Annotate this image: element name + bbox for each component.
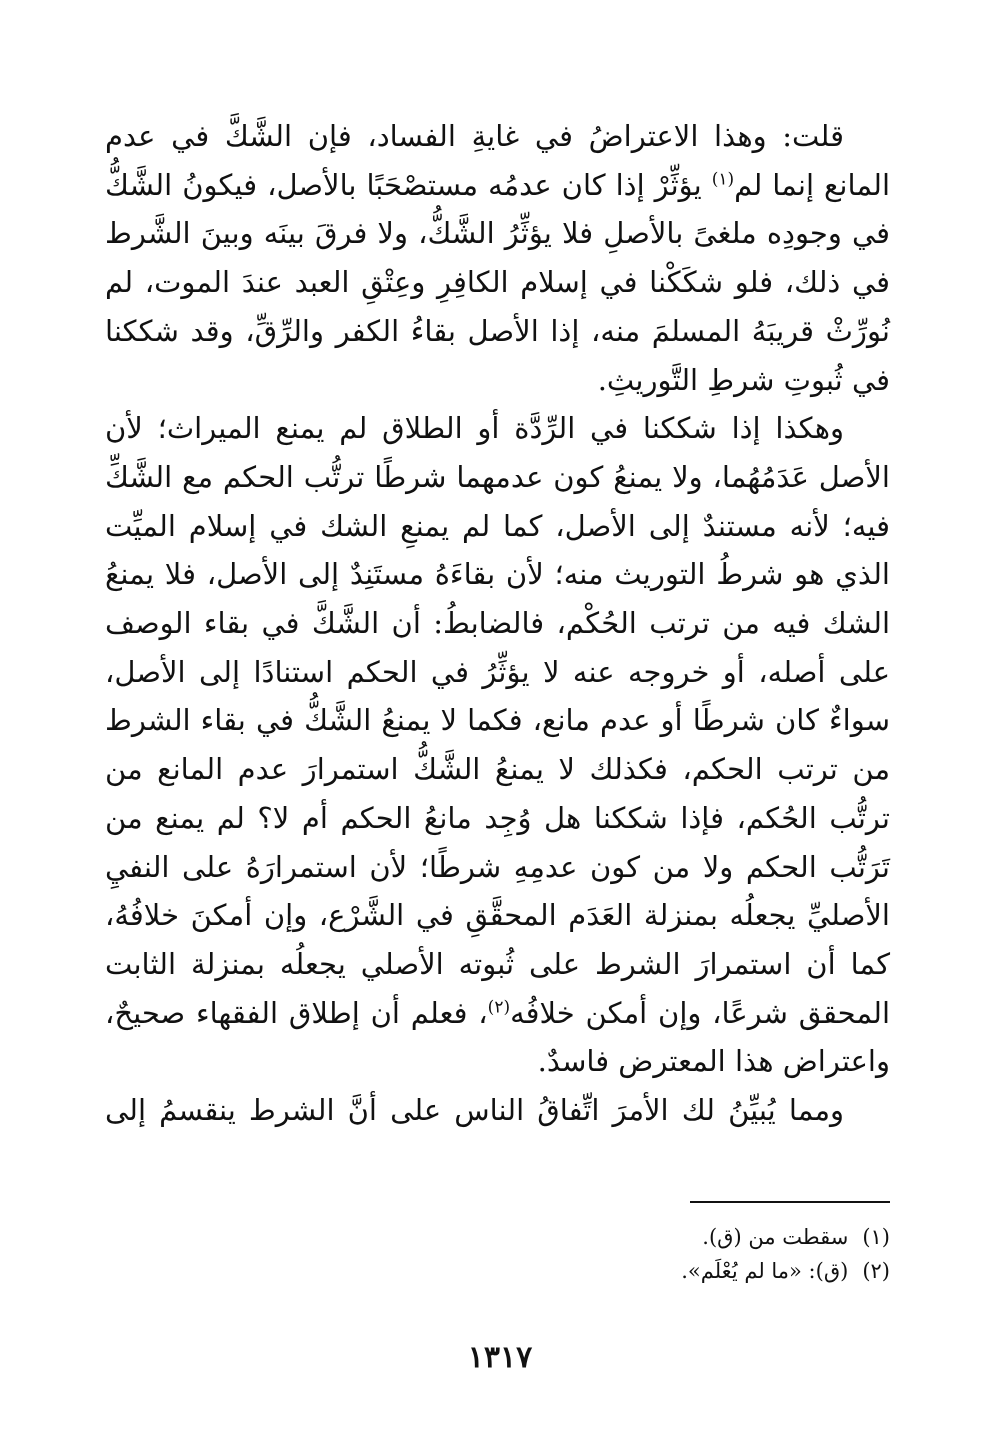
paragraph-2-text-a: وهكذا إذا شككنا في الرِّدَّة أو الطلاق لم يمنع الميراث؛ لأن الأصل عَدَمُهُما، ولا يمنعُ كون عدمهما شرطًا ترتُّب الحكم مع الشَّكِّ فيه؛ لأنه مستندٌ إلى الأصل، كما لم يمنعِ الشك في إسلام الميِّت الذي هو شرطُ التوريث منه؛ لأن بقاءَهُ مستَنِدٌ إلى الأصل، فلا يمنعُ الشك فيه من ترتب الحُكْم، فالضابطُ: أن الشَّكَّ في بقاء الوصف على أصله، أو خروجه عنه لا يؤثِّرُ في الحكم استنادًا إلى الأصل، سواءٌ كان شرطًا أو عدم مانع، فكما لا يمنعُ الشَّكُّ في بقاء الشرط من ترتب الحكم، فكذلك لا يمنعُ الشَّكُّ استمرارَ عدم المانع من ترتُّب الحُكم، فإذا شككنا هل وُجِد مانعُ الحكم أم لا؟ لم يمنع من تَرَتُّب الحكم ولا من كون عدمِهِ شرطًا؛ لأن استمرارَهُ على النفيِ الأصليِّ يجعلُه بمنزلة العَدَم المحقَّقِ في الشَّرْع، وإن أمكنَ خلافُهُ، كما أن استمرارَ الشرط على ثُبوته الأصلي يجعلُه بمنزلة الثابت المحقق شرعًا، وإن أمكن خلافُه (105, 411, 891, 1030)
footnote-2-number: (٢) (862, 1259, 890, 1283)
footnote-2-text: (ق): «ما لم يُعْلَم». (681, 1259, 849, 1283)
footnote-1-text: سقطت من (ق). (702, 1225, 849, 1249)
footnote-1-number: (١) (862, 1225, 890, 1249)
footnote-ref-1: (١) (711, 169, 735, 190)
paragraph-2-text-b: ، فعلم أن إطلاق الفقهاء صحيحٌ، واعتراض هذا المعترض فاسدٌ. (105, 995, 890, 1079)
paragraph-1 (105, 112, 890, 404)
page-number: ١٣١٧ (467, 1340, 533, 1375)
main-text (105, 112, 890, 1135)
paragraph-2 (105, 404, 890, 1086)
paragraph-1-text-a: قلت: وهذا الاعتراضُ في غايةِ الفساد، فإن الشَّكَّ في عدم المانع إنما لم (105, 119, 891, 202)
footnote-1 (105, 1220, 890, 1254)
footnotes (105, 1220, 890, 1288)
paragraph-3 (105, 1086, 890, 1135)
paragraph-1-text-b: يؤثِّرْ إذا كان عدمُه مستصْحَبًا بالأصل، فيكونُ الشَّكُّ في وجودِه ملغىً بالأصلِ فلا يؤثِّرُ الشَّكُّ، ولا فرقَ بينَه وبينَ الشَّرط في ذلك، فلو شكَكْنا في إسلام الكافِرِ وعِتْقِ العبد عندَ الموت، لم نُورِّثْ قريبَهُ المسلمَ منه، إذا الأصل بقاءُ الكفر والرِّقِّ، وقد شككنا في ثُبوتِ شرطِ التَّوريثِ. (105, 167, 890, 397)
footnote-2 (105, 1254, 890, 1288)
footnote-ref-2: (٢) (487, 997, 511, 1017)
paragraph-3-text-a: ومما يُبيِّنُ لك الأمرَ اتِّفاقُ الناس على أنَّ الشرط ينقسمُ إلى (105, 1093, 844, 1128)
footnote-separator (690, 1201, 890, 1203)
